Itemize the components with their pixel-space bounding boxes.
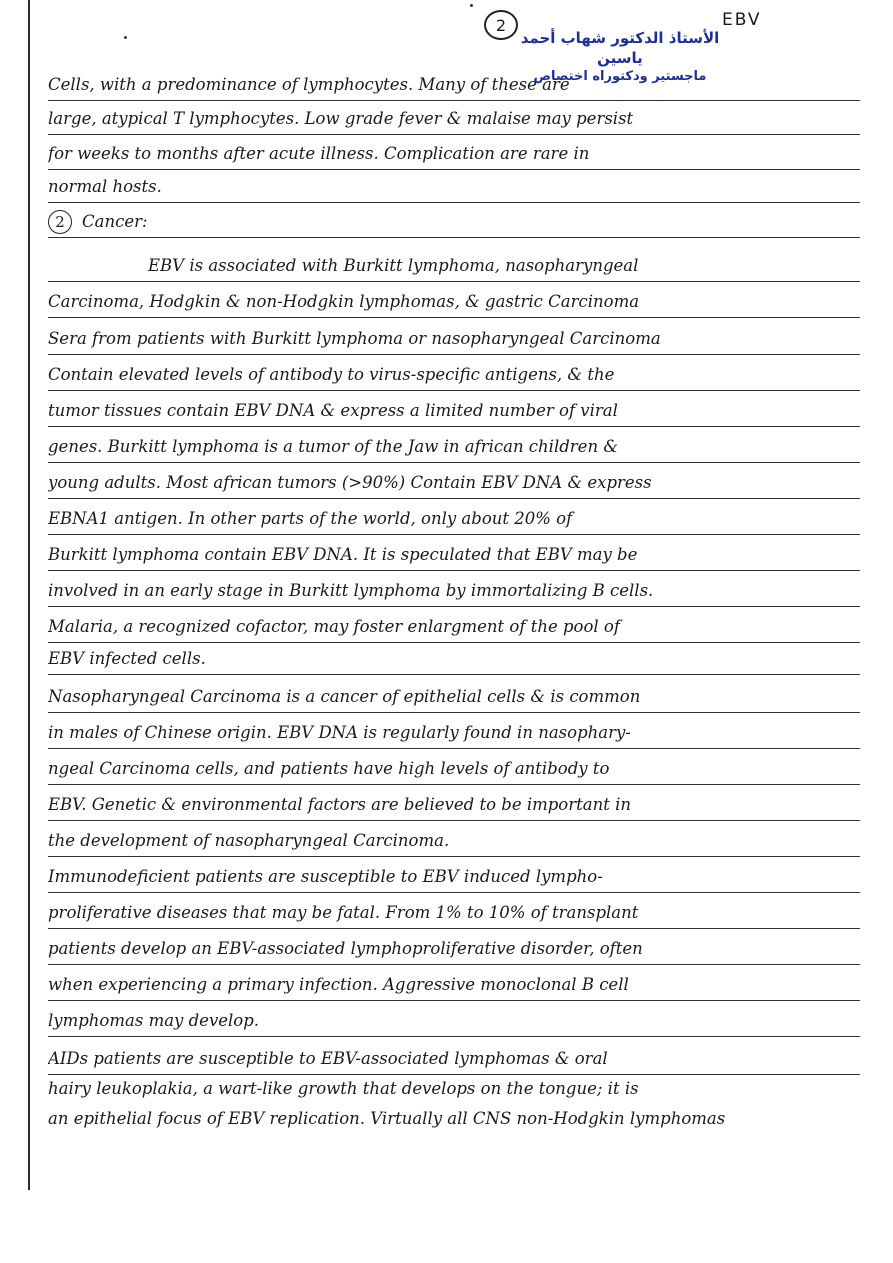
text-line: AIDs patients are susceptible to EBV-associated lymphomas & oral <box>48 1044 860 1075</box>
text-line: Contain elevated levels of antibody to virus-specific antigens, & the <box>48 360 860 391</box>
page-number: 2 <box>484 10 518 40</box>
text-line: genes. Burkitt lymphoma is a tumor of the Jaw in african children & <box>48 432 860 463</box>
text-line: tumor tissues contain EBV DNA & express a limited number of viral <box>48 396 860 427</box>
text-line: involved in an early stage in Burkitt lymphoma by immortalizing B cells. <box>48 576 860 607</box>
text-line: normal hosts. <box>48 172 860 203</box>
ink-mark <box>470 4 473 7</box>
text-line: EBNA1 antigen. In other parts of the world, only about 20% of <box>48 504 860 535</box>
text-line: EBV. Genetic & environmental factors are believed to be important in <box>48 790 860 821</box>
text-line: in males of Chinese origin. EBV DNA is regularly found in nasophary- <box>48 718 860 749</box>
text-line: hairy leukoplakia, a wart-like growth that develops on the tongue; it is <box>48 1079 639 1098</box>
stamp-degree: ماجستير ودكتوراه اختصاص <box>533 69 707 84</box>
text-line: Immunodeficient patients are susceptible to EBV induced lympho- <box>48 862 860 893</box>
text-line: Malaria, a recognized cofactor, may foster enlargment of the pool of <box>48 612 860 643</box>
ink-mark <box>124 36 127 39</box>
text-line: Nasopharyngeal Carcinoma is a cancer of epithelial cells & is common <box>48 682 860 713</box>
section-title: Cancer: <box>82 212 148 231</box>
text-line: an epithelial focus of EBV replication. Virtually all CNS non-Hodgkin lymphomas <box>48 1109 726 1128</box>
text-line: EBV is associated with Burkitt lymphoma, nasopharyngeal <box>48 251 860 282</box>
text-line: ngeal Carcinoma cells, and patients have high levels of antibody to <box>48 754 860 785</box>
topic-label: EBV <box>722 10 762 30</box>
text-line: when experiencing a primary infection. Aggressive monoclonal B cell <box>48 970 860 1001</box>
text-line: lymphomas may develop. <box>48 1006 860 1037</box>
text-line: large, atypical T lymphocytes. Low grade fever & malaise may persist <box>48 104 860 135</box>
text-line: for weeks to months after acute illness. Complication are rare in <box>48 139 860 170</box>
margin-rule <box>28 0 30 1190</box>
text-line: Carcinoma, Hodgkin & non-Hodgkin lymphomas, & gastric Carcinoma <box>48 287 860 318</box>
section-number: 2 <box>48 210 72 234</box>
section-heading <box>48 207 860 238</box>
text-line: Cells, with a predominance of lymphocytes. Many of these are <box>48 70 860 101</box>
text-line: EBV infected cells. <box>48 644 860 675</box>
text-line: Burkitt lymphoma contain EBV DNA. It is speculated that EBV may be <box>48 540 860 571</box>
stamp-name: الأستاذ الدكتور شهاب أحمد ياسين <box>520 29 720 67</box>
text-line: proliferative diseases that may be fatal. From 1% to 10% of transplant <box>48 898 860 929</box>
text-line: patients develop an EBV-associated lymphoproliferative disorder, often <box>48 934 860 965</box>
text-line: Sera from patients with Burkitt lymphoma or nasopharyngeal Carcinoma <box>48 324 860 355</box>
text-line: the development of nasopharyngeal Carcinoma. <box>48 826 860 857</box>
text-line: young adults. Most african tumors (>90%) Contain EBV DNA & express <box>48 468 860 499</box>
